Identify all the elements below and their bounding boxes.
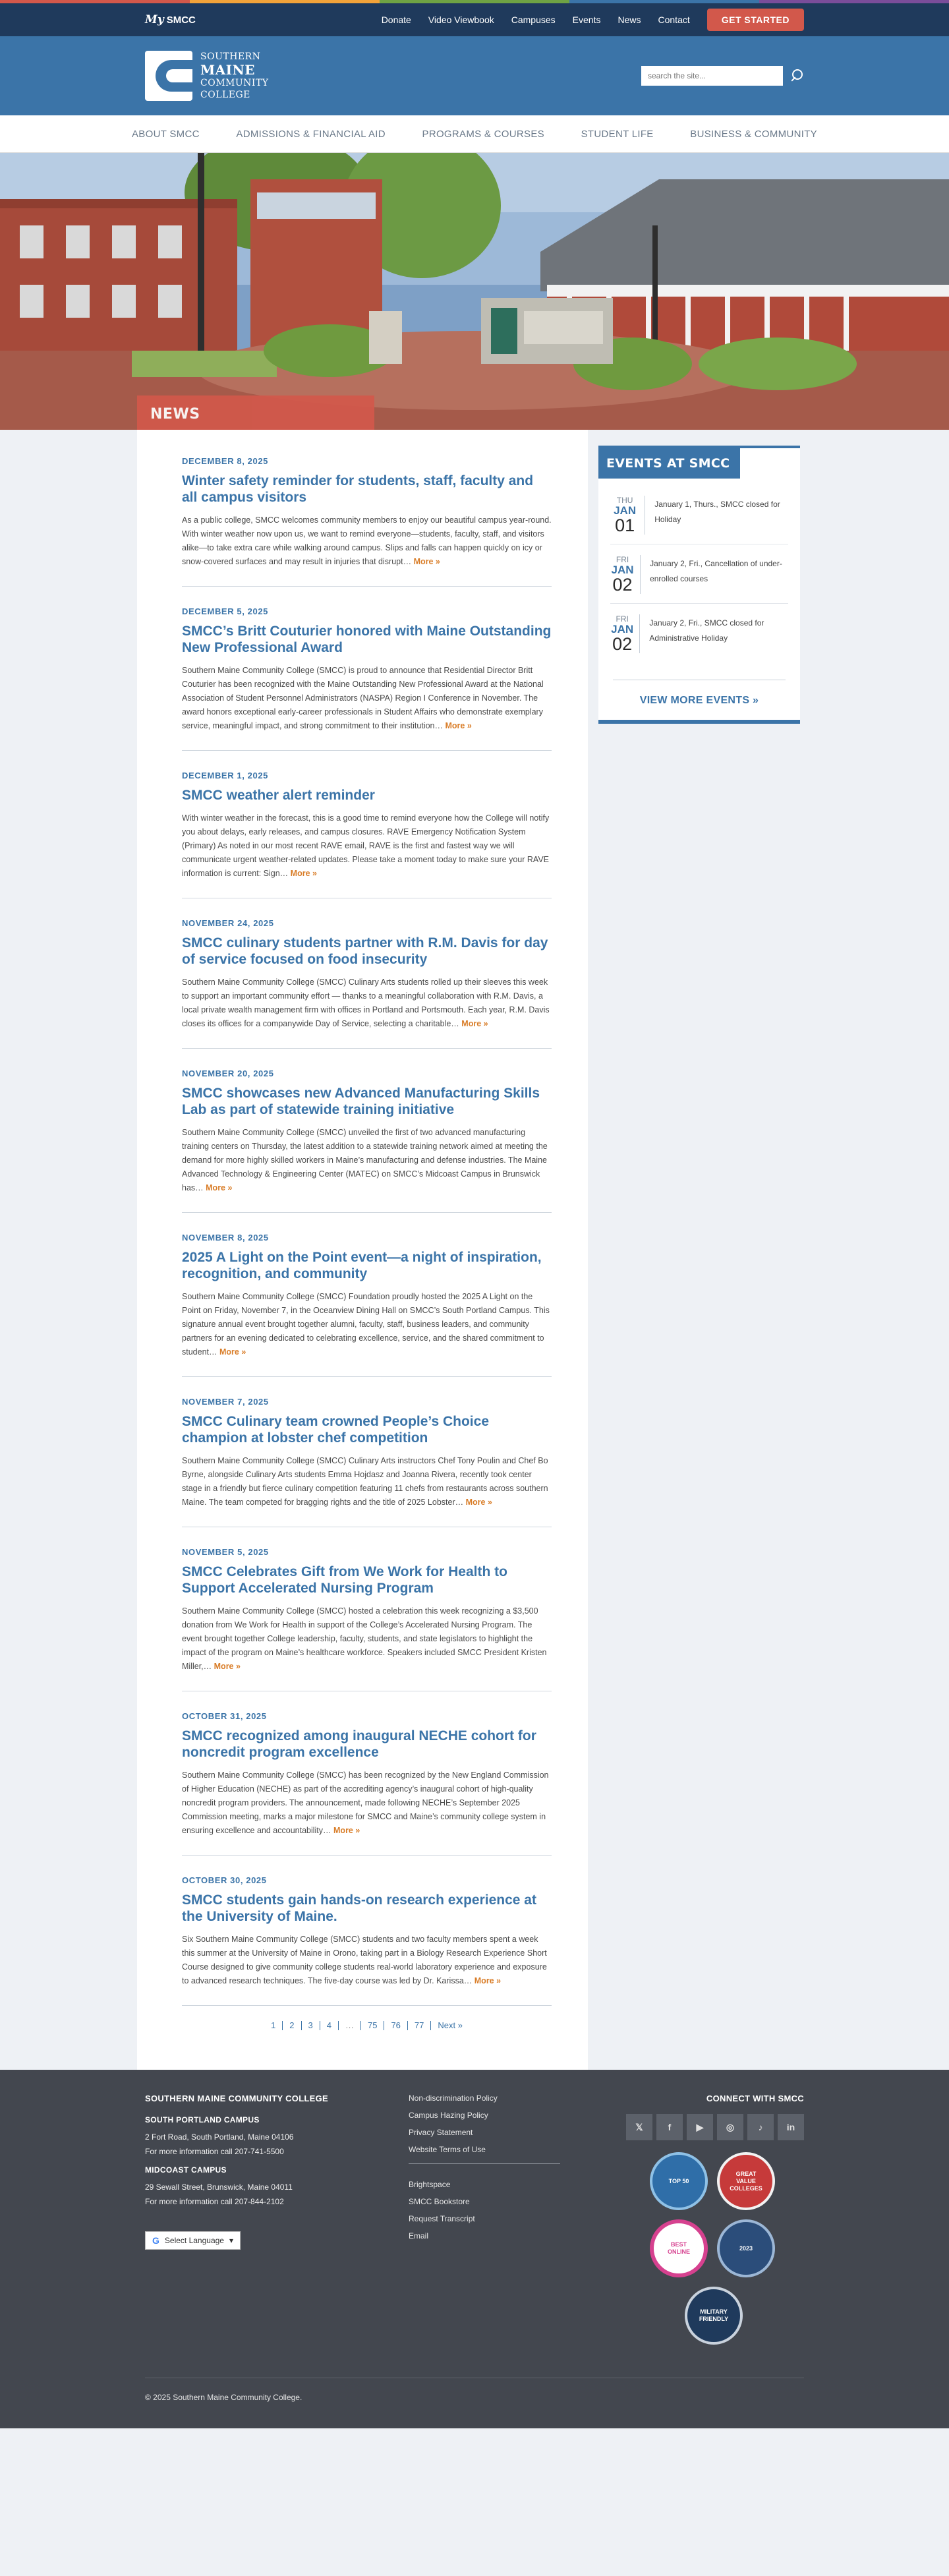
copyright: © 2025 Southern Maine Community College.: [145, 2393, 302, 2402]
article-excerpt-text: Southern Maine Community College (SMCC) Culinary Arts students rolled up their sleeves this week to support an important community effort — thanks to a meaningful collaboration with R.M. Davis, a local private wealth management firm with offices in Portland and Portsmouth. Each year, R.M. Davis closes its offices for a companywide Day of Service, selecting a charitable…: [182, 978, 550, 1028]
event-title[interactable]: January 1, Thurs., SMCC closed for Holiday: [654, 500, 780, 524]
news-article: [182, 436, 552, 587]
events-widget: [598, 446, 800, 724]
mysmcc-link[interactable]: [145, 13, 196, 26]
logo-line-2: MAINE: [200, 62, 256, 78]
chevron-down-icon: ▾: [229, 2236, 233, 2245]
more-link[interactable]: More »: [474, 1976, 502, 1985]
page-separator: [301, 2021, 302, 2030]
language-selector[interactable]: [145, 2231, 241, 2250]
sidebar: [588, 430, 812, 2070]
article-excerpt: [182, 1454, 552, 1509]
event-item[interactable]: [610, 550, 788, 604]
event-weekday: FRI: [616, 555, 629, 564]
article-date: NOVEMBER 7, 2025: [182, 1397, 269, 1407]
more-link[interactable]: More »: [413, 557, 440, 566]
logo-mark-icon: [145, 51, 192, 101]
utility-link-donate[interactable]: Donate: [381, 15, 411, 25]
nav-business[interactable]: BUSINESS & COMMUNITY: [690, 128, 817, 140]
language-selector-label: Select Language: [164, 2236, 224, 2245]
connect-heading: CONNECT WITH SMCC: [706, 2093, 804, 2103]
events-heading: EVENTS AT SMCC: [598, 448, 740, 479]
news-section-tag: NEWS: [137, 395, 374, 430]
nav-student-life[interactable]: STUDENT LIFE: [581, 128, 654, 140]
utility-link-campuses[interactable]: Campuses: [511, 15, 556, 25]
article-excerpt-text: Southern Maine Community College (SMCC) is proud to announce that Residential Director Britt Couturier has been recognized with the Maine Outstanding New Professional Award at the National Association of Student Personnel Administrators (NASPA) Region I Conference in November. The award honors exceptional early-career professionals in Student Affairs who demonstrate exemplary service, meaningful impact, and strong commitment to their institution…: [182, 666, 544, 730]
award-badges: [613, 2152, 804, 2345]
utility-link-contact[interactable]: Contact: [658, 15, 690, 25]
article-title[interactable]: SMCC Celebrates Gift from We Work for Health to Support Accelerated Nursing Program: [182, 1564, 507, 1596]
article-title[interactable]: SMCC Culinary team crowned People’s Choice champion at lobster chef competition: [182, 1414, 489, 1446]
article-date: NOVEMBER 20, 2025: [182, 1068, 274, 1078]
page-link[interactable]: 2: [289, 2020, 295, 2030]
event-weekday: THU: [616, 496, 633, 505]
logo-line-1: SOUTHERN: [200, 51, 261, 62]
award-badge-icon: 2023: [717, 2219, 775, 2277]
tiktok-icon[interactable]: ♪: [747, 2114, 774, 2140]
facebook-icon[interactable]: f: [656, 2114, 683, 2140]
footer-link-privacy[interactable]: Privacy Statement: [409, 2128, 473, 2137]
footer-contact: [145, 2093, 356, 2345]
linkedin-icon[interactable]: in: [778, 2114, 804, 2140]
article-title[interactable]: SMCC’s Britt Couturier honored with Maine Outstanding New Professional Award: [182, 624, 552, 655]
article-title[interactable]: Winter safety reminder for students, staff, faculty and all campus visitors: [182, 473, 534, 505]
event-date: [610, 614, 640, 653]
event-month: JAN: [611, 623, 634, 635]
social-links: [613, 2114, 804, 2140]
article-excerpt-text: With winter weather in the forecast, this is a good time to remind everyone how the College will notify you about delays, early releases, and campus closures. RAVE Emergency Notification System (Primary) As noted in our most recent RAVE email, RAVE is the first and fastest way we will communicate urgent weather-related updates. Please take a moment today to make sure your RAVE information is current: Sign…: [182, 813, 550, 878]
more-link[interactable]: More »: [333, 1826, 360, 1835]
article-title[interactable]: SMCC weather alert reminder: [182, 788, 375, 803]
news-article: [182, 898, 552, 1049]
next-page-link[interactable]: Next »: [438, 2020, 463, 2030]
page-separator: [282, 2021, 283, 2030]
article-date: OCTOBER 30, 2025: [182, 1875, 267, 1885]
more-link[interactable]: More »: [214, 1662, 241, 1671]
article-excerpt-text: As a public college, SMCC welcomes community members to enjoy our beautiful campus year-round. With winter weather now upon us, we want to remind everyone—students, faculty, staff, and visitors alike—to take extra care while walking around campus. Slips and falls can happen quickly on icy or snow-covered surfaces and may result in injuries that disrupt…: [182, 515, 552, 566]
campus-photo: [0, 153, 949, 430]
logo-line-3: COMMUNITY: [200, 78, 269, 88]
article-date: DECEMBER 1, 2025: [182, 771, 268, 780]
utility-link-video-viewbook[interactable]: Video Viewbook: [428, 15, 494, 25]
mysmcc-my: My: [145, 13, 164, 26]
news-article: [182, 1377, 552, 1527]
page-ellipsis: …: [345, 2020, 354, 2030]
event-day: 01: [615, 515, 635, 535]
more-link[interactable]: More »: [206, 1183, 233, 1192]
view-more-events-link[interactable]: VIEW MORE EVENTS »: [613, 680, 786, 707]
footer-link-brightspace[interactable]: Brightspace: [409, 2180, 451, 2189]
footer-link-hazing[interactable]: Campus Hazing Policy: [409, 2111, 488, 2120]
footer-college-name: SOUTHERN MAINE COMMUNITY COLLEGE: [145, 2093, 329, 2103]
event-date: [610, 496, 645, 535]
utility-link-news[interactable]: News: [618, 15, 641, 25]
article-date: DECEMBER 8, 2025: [182, 456, 268, 466]
nav-programs[interactable]: PROGRAMS & COURSES: [422, 128, 544, 140]
campus-phone: For more information call 207-741-5500: [145, 2147, 284, 2156]
pagination: [182, 2006, 552, 2030]
news-article: [182, 751, 552, 898]
event-title[interactable]: January 2, Fri., Cancellation of under-enrolled courses: [650, 559, 782, 583]
nav-about[interactable]: ABOUT SMCC: [132, 128, 200, 140]
page-link[interactable]: 77: [414, 2020, 424, 2030]
article-excerpt: [182, 976, 552, 1031]
article-title[interactable]: SMCC recognized among inaugural NECHE cohort for noncredit program excellence: [182, 1728, 536, 1760]
more-link[interactable]: More »: [290, 869, 317, 878]
article-excerpt: [182, 1604, 552, 1674]
mysmcc-text: SMCC: [166, 15, 196, 26]
article-excerpt: [182, 1933, 552, 1988]
page-separator: [360, 2021, 361, 2030]
award-badge-icon: GREAT VALUE COLLEGES: [717, 2152, 775, 2210]
article-excerpt: [182, 664, 552, 733]
page-link[interactable]: 4: [326, 2020, 331, 2030]
college-logo[interactable]: [145, 51, 269, 101]
site-header: [0, 36, 949, 115]
event-title[interactable]: January 2, Fri., SMCC closed for Administrative Holiday: [649, 618, 764, 643]
event-month: JAN: [611, 564, 634, 576]
page-link[interactable]: 1: [271, 2020, 276, 2030]
article-date: NOVEMBER 5, 2025: [182, 1547, 269, 1557]
events-list: [598, 479, 800, 674]
logo-text: [200, 51, 269, 101]
event-date: [610, 555, 641, 594]
logo-line-4: COLLEGE: [200, 90, 250, 100]
more-link[interactable]: More »: [445, 721, 472, 730]
badge-row: [650, 2287, 778, 2345]
campus-address: 2 Fort Road, South Portland, Maine 04106: [145, 2132, 294, 2142]
footer-link-transcript[interactable]: Request Transcript: [409, 2214, 475, 2223]
campus-name: SOUTH PORTLAND CAMPUS: [145, 2115, 260, 2124]
page-link[interactable]: 76: [391, 2020, 401, 2030]
article-excerpt: [182, 513, 552, 569]
page-link[interactable]: 3: [308, 2020, 313, 2030]
news-article: [182, 1527, 552, 1691]
footer-link-terms[interactable]: Website Terms of Use: [409, 2145, 486, 2154]
article-excerpt-text: Southern Maine Community College (SMCC) unveiled the first of two advanced manufacturing training centers on Thursday, the latest addition to a statewide training network aimed at meeting the demand for more highly skilled workers in Maine’s manufacturing and defense industries. The Maine Advanced Technology & Engineering Center (MATEC) on SMCC’s Midcoast Campus in Brunswick has…: [182, 1128, 548, 1192]
article-excerpt-text: Southern Maine Community College (SMCC) has been recognized by the New England Commission of Higher Education (NECHE) as part of the accrediting agency’s inaugural cohort of high-quality noncredit program providers. The announcement, made following NECHE’s September 2025 Commission meeting, marks a major milestone for SMCC and Maine’s community college system in ensuring excellence and accountability…: [182, 1771, 549, 1835]
article-date: NOVEMBER 8, 2025: [182, 1233, 269, 1243]
military-friendly-badge-icon: MILITARY FRIENDLY: [685, 2287, 743, 2345]
x-icon[interactable]: 𝕏: [626, 2114, 652, 2140]
more-link[interactable]: More »: [219, 1347, 246, 1357]
article-excerpt-text: Southern Maine Community College (SMCC) Foundation proudly hosted the 2025 A Light on the Point on Friday, November 7, in the Oceanview Dining Hall on SMCC’s South Portland Campus. This signature annual event brought together alumni, faculty, staff, business leaders, and community partners for an evening dedicated to celebrating excellence, service, and the shared commitment to student…: [182, 1292, 550, 1357]
nav-admissions[interactable]: ADMISSIONS & FINANCIAL AID: [236, 128, 386, 140]
site-search: [641, 66, 804, 86]
content-area: [137, 430, 812, 2070]
youtube-icon[interactable]: ▶: [687, 2114, 713, 2140]
footer-links: [409, 2093, 560, 2345]
page-link[interactable]: 75: [367, 2020, 378, 2030]
article-date: DECEMBER 5, 2025: [182, 606, 268, 616]
article-excerpt: [182, 1769, 552, 1838]
footer-link-nondiscrimination[interactable]: Non-discrimination Policy: [409, 2093, 498, 2103]
news-article: [182, 1213, 552, 1377]
event-item[interactable]: [610, 609, 788, 662]
utility-link-events[interactable]: Events: [572, 15, 601, 25]
award-badge-icon: TOP 50: [650, 2152, 708, 2210]
hero-banner: [0, 153, 949, 430]
google-icon: G: [152, 2235, 159, 2246]
article-date: NOVEMBER 24, 2025: [182, 918, 274, 928]
more-link[interactable]: More »: [465, 1498, 492, 1507]
get-started-button[interactable]: GET STARTED: [707, 9, 804, 31]
campus-name: MIDCOAST CAMPUS: [145, 2165, 227, 2175]
page-separator: [338, 2021, 339, 2030]
article-excerpt-text: Southern Maine Community College (SMCC) Culinary Arts instructors Chef Tony Poulin and Chef Bo Byrne, alongside Culinary Arts students Emma Hojdasz and Joanna Rivera, recently took center stage in a friendly but fierce culinary competition featuring 11 chefs from restaurants across southern Maine. The team competed for bragging rights and the title of 2025 Lobster…: [182, 1456, 548, 1507]
article-title[interactable]: SMCC culinary students partner with R.M. Davis for day of service focused on food insecurity: [182, 935, 548, 967]
footer-link-email[interactable]: Email: [409, 2231, 429, 2240]
event-weekday: FRI: [616, 614, 629, 624]
search-icon[interactable]: [790, 69, 804, 83]
news-article: [182, 1049, 552, 1213]
article-title[interactable]: SMCC showcases new Advanced Manufacturing Skills Lab as part of statewide training initiative: [182, 1086, 540, 1117]
event-item[interactable]: [610, 490, 788, 544]
footer-link-bookstore[interactable]: SMCC Bookstore: [409, 2197, 470, 2206]
event-day: 02: [612, 575, 633, 595]
search-input[interactable]: [641, 66, 783, 86]
event-day: 02: [612, 634, 633, 654]
article-excerpt-text: Southern Maine Community College (SMCC) hosted a celebration this week recognizing a $3,500 donation from We Work for Health in support of the College’s Accelerated Nursing Program. The event brought together College leadership, faculty, students, and state legislators to highlight the impact of the program on Maine’s healthcare workforce. Speakers included SMCC President Kristen Miller,…: [182, 1606, 547, 1671]
news-list: [137, 430, 588, 2070]
article-excerpt-text: Six Southern Maine Community College (SMCC) students and two faculty members spent a week this summer at the University of Maine in Orono, taking part in a Biology Research Experience Short Course designed to give community college students real-world laboratory experience and exposure to advanced research techniques. The five-day course was led by Dr. Karissa…: [182, 1935, 547, 1985]
award-badge-icon: BEST ONLINE: [650, 2219, 708, 2277]
site-footer: [0, 2070, 949, 2428]
campus-address: 29 Sewall Street, Brunswick, Maine 04011: [145, 2182, 293, 2192]
more-link[interactable]: More »: [461, 1019, 488, 1028]
article-date: OCTOBER 31, 2025: [182, 1711, 267, 1721]
article-excerpt: [182, 1290, 552, 1359]
campus-phone: For more information call 207-844-2102: [145, 2197, 284, 2206]
event-month: JAN: [614, 504, 637, 517]
main-nav: [0, 115, 949, 153]
events-widget-bottom-bar: [598, 720, 800, 724]
footer-divider: [409, 2163, 560, 2164]
article-title[interactable]: 2025 A Light on the Point event—a night of inspiration, recognition, and community: [182, 1250, 542, 1281]
article-excerpt: [182, 811, 552, 881]
footer-connect: [613, 2093, 804, 2345]
article-excerpt: [182, 1126, 552, 1195]
page-separator: [407, 2021, 408, 2030]
utility-links: [382, 9, 804, 31]
utility-bar: [0, 3, 949, 36]
news-article: [182, 587, 552, 751]
instagram-icon[interactable]: ◎: [717, 2114, 743, 2140]
news-article: [182, 1691, 552, 1856]
page-separator: [430, 2021, 431, 2030]
article-title[interactable]: SMCC students gain hands-on research experience at the University of Maine.: [182, 1892, 536, 1924]
news-article: [182, 1856, 552, 2006]
